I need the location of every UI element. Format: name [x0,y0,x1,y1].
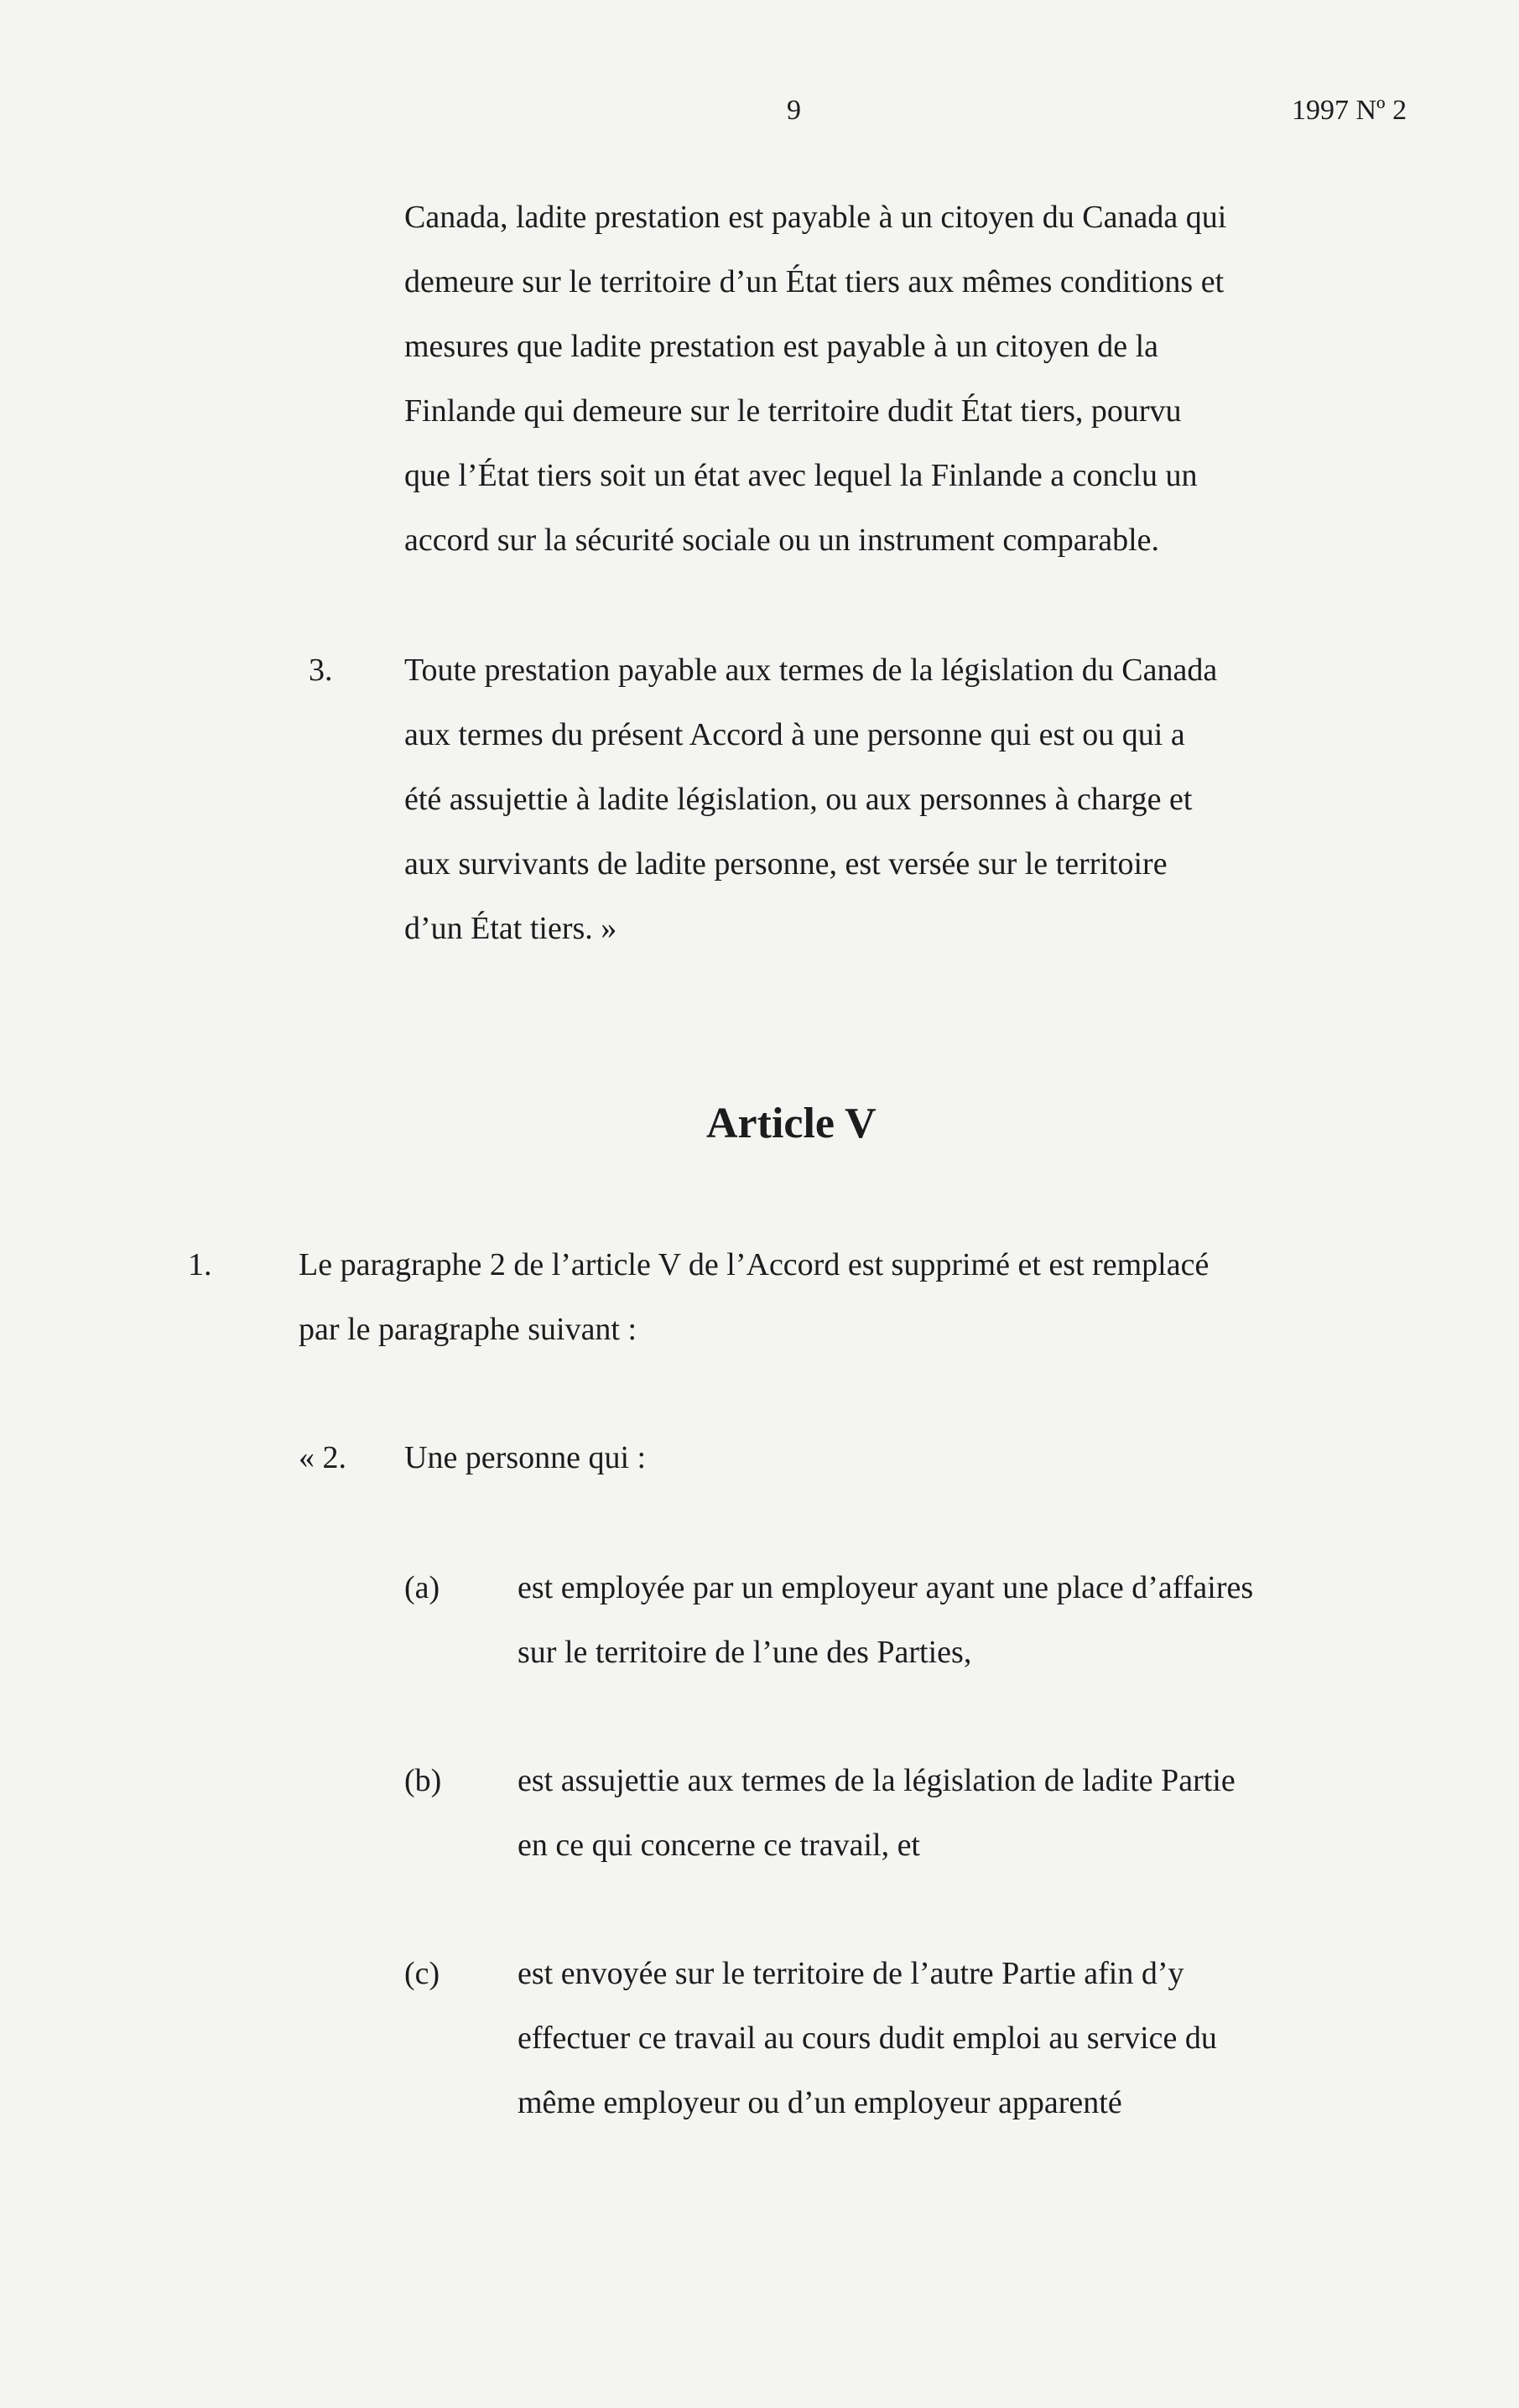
text-line: d’un État tiers. » [404,911,617,946]
text-line: est assujettie aux termes de la législation de ladite Partie [518,1763,1235,1798]
text-line: est employée par un employeur ayant une place d’affaires [518,1570,1254,1605]
text-line: est envoyée sur le territoire de l’autre Partie afin d’y [518,1956,1184,1991]
text-line: aux termes du présent Accord à une personne qui est ou qui a [404,717,1185,752]
text-line: sur le territoire de l’une des Parties, [518,1635,972,1670]
text-line: mesures que ladite prestation est payable à un citoyen de la [404,329,1159,364]
item-number: « 2. [299,1440,346,1475]
text-line: par le paragraphe suivant : [299,1312,637,1347]
paragraph-number: 3. [309,653,333,688]
text-line: demeure sur le territoire d’un État tiers aux mêmes conditions et [404,264,1225,299]
subitem-label: (a) [404,1570,440,1605]
text-line: accord sur la sécurité sociale ou un instrument comparable. [404,523,1160,558]
text-line: effectuer ce travail au cours dudit emploi au service du [518,2021,1217,2056]
subitem-label: (c) [404,1956,440,1991]
subitem-label: (b) [404,1763,442,1798]
text-line: été assujettie à ladite législation, ou aux personnes à charge et [404,782,1193,817]
text-line: Canada, ladite prestation est payable à un citoyen du Canada qui [404,200,1227,235]
item-number: 1. [188,1247,212,1282]
text-line: Toute prestation payable aux termes de la législation du Canada [404,653,1218,688]
text-line: même employeur ou d’un employeur apparenté [518,2085,1122,2120]
document-reference: 1997 Nº 2 [1292,95,1407,126]
text-line: Finlande qui demeure sur le territoire dudit État tiers, pourvu [404,393,1182,429]
text-line: que l’État tiers soit un état avec lequel la Finlande a conclu un [404,458,1198,493]
text-line: Une personne qui : [404,1440,647,1475]
article-heading: Article V [706,1100,877,1147]
text-line: Le paragraphe 2 de l’article V de l’Accord est supprimé et est remplacé [299,1247,1209,1282]
text-line: aux survivants de ladite personne, est versée sur le territoire [404,846,1168,882]
page-number: 9 [787,95,801,126]
text-line: en ce qui concerne ce travail, et [518,1828,920,1863]
